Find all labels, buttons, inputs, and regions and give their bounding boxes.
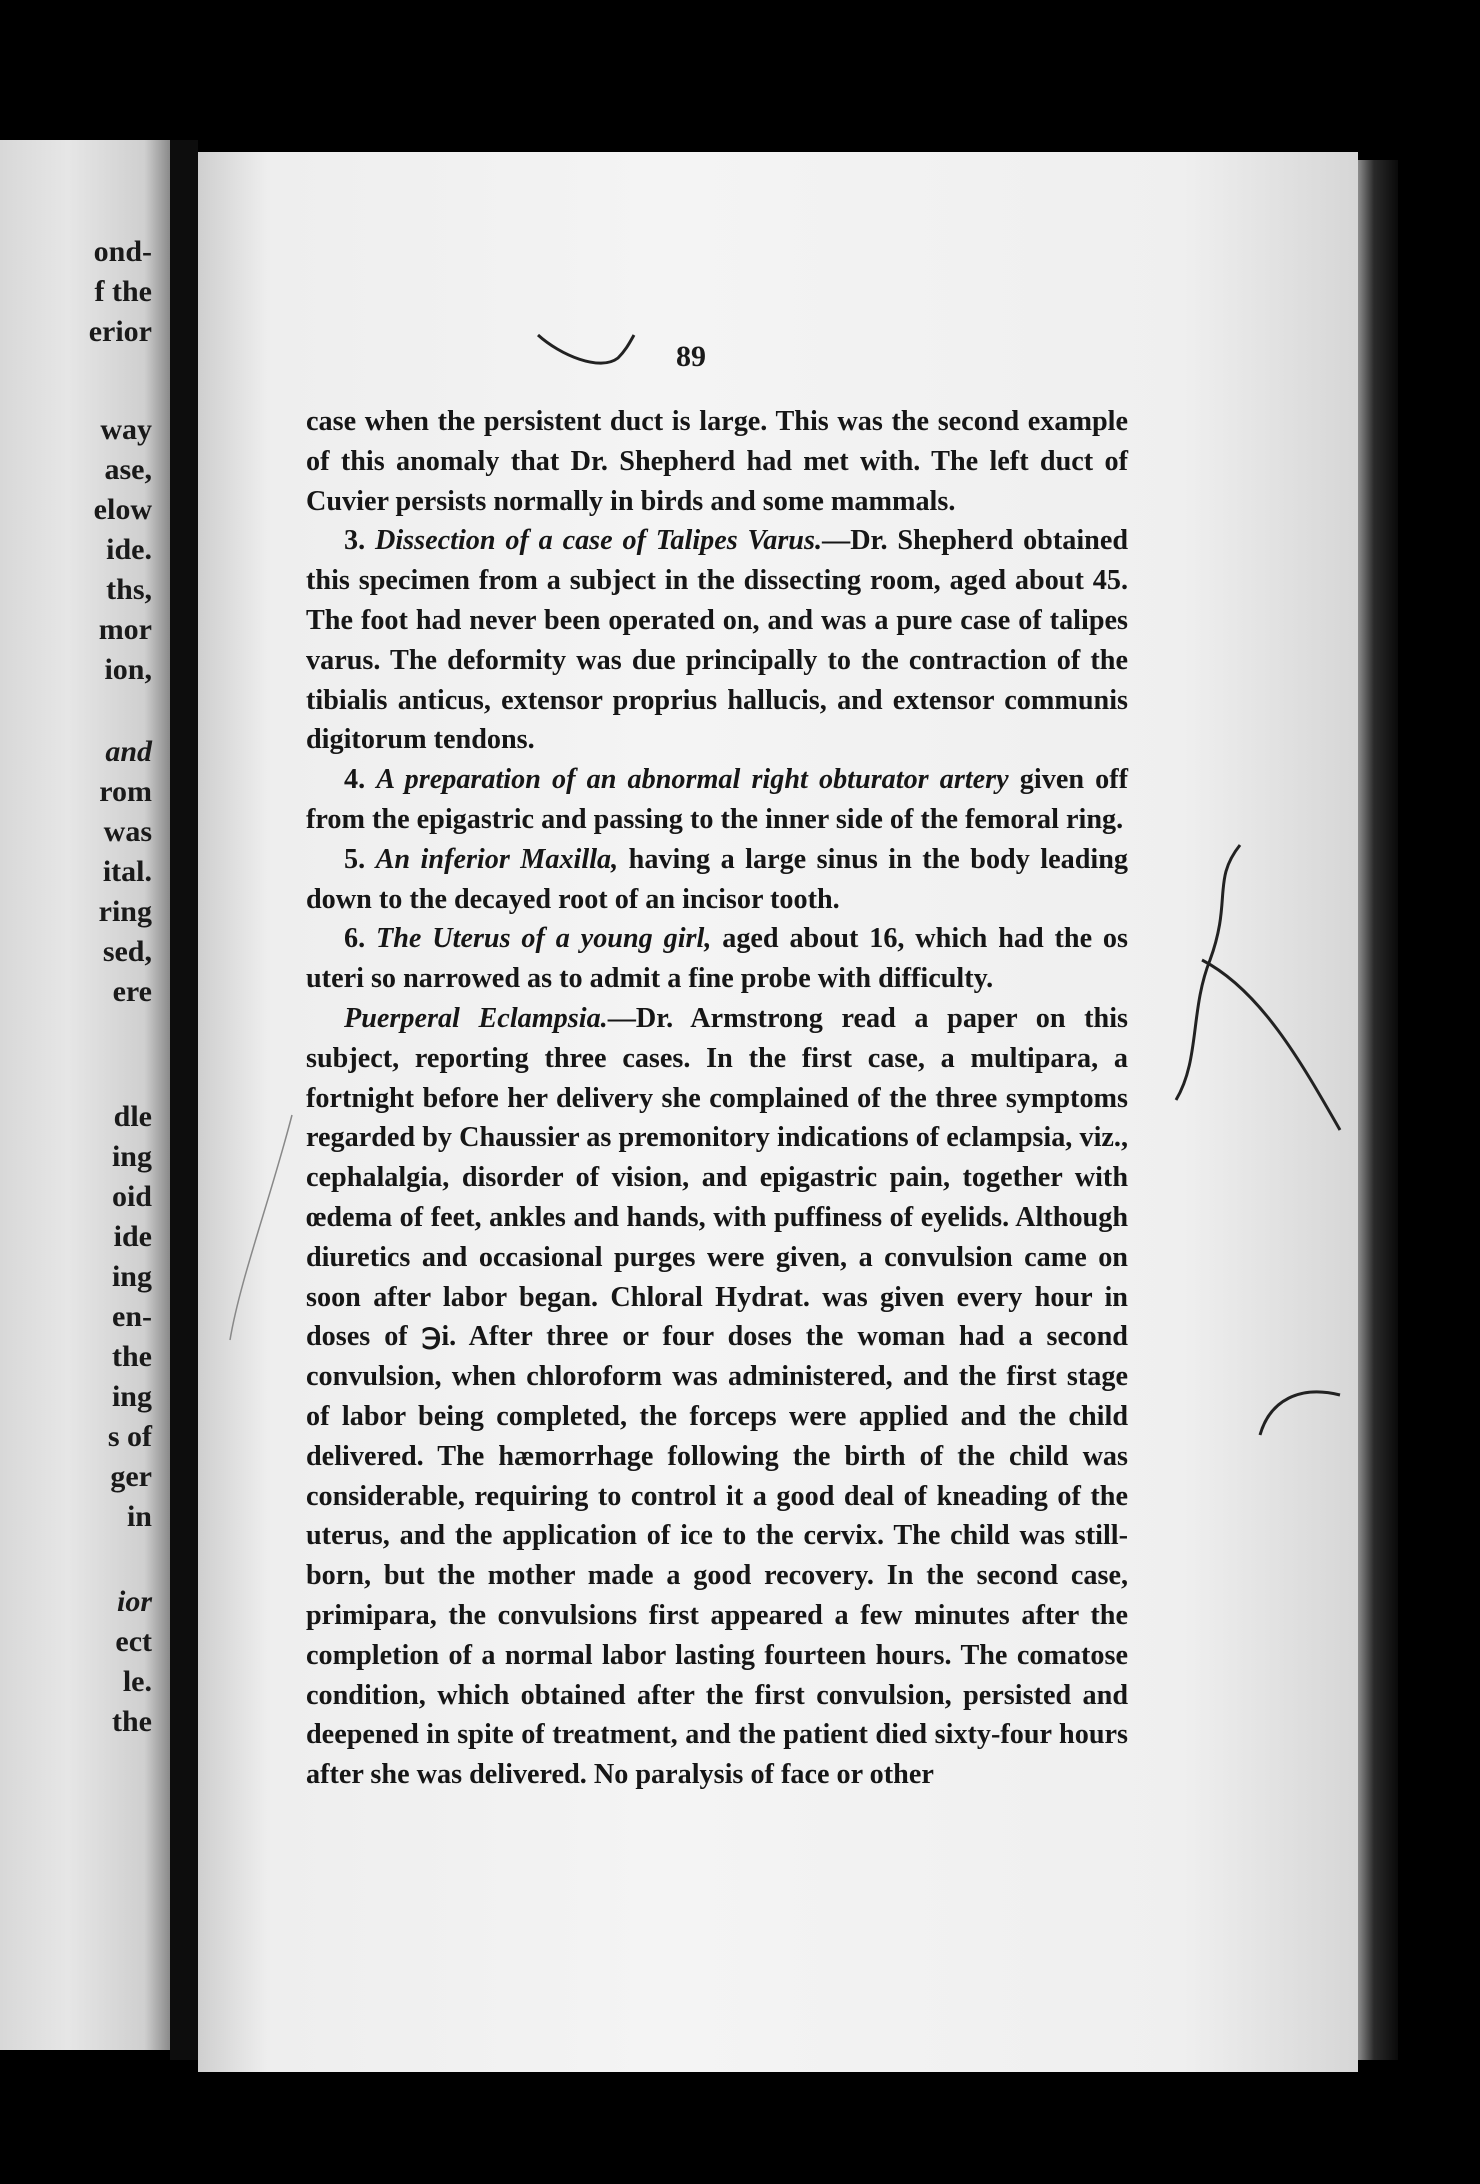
previous-page-fragment: rom (99, 775, 152, 808)
previous-page-fragment: ing (111, 1140, 152, 1173)
previous-page-fragment: ital. (102, 855, 152, 888)
previous-page-fragment: ths, (106, 573, 152, 606)
previous-page-fragment: ect (115, 1625, 152, 1658)
previous-page-fragment: ond- (93, 235, 152, 268)
previous-page-fragment: ion, (104, 653, 152, 686)
previous-page-margin (0, 140, 170, 2050)
previous-page-fragment: ide. (106, 533, 152, 566)
paragraph-title: An inferior Maxilla, (375, 843, 619, 875)
paragraph-body: —Dr. Shepherd obtained this specimen from a subject in the dissecting room, aged about 45. The foot had never been operated on, and was a pure case of talipes varus. The deformity was due principally to the contraction of the tibialis anticus, extensor proprius hallucis, and extensor communis digitorum tendons. (306, 525, 1129, 756)
previous-page-fragment: ring (98, 895, 152, 928)
previous-page-fragment: ger (110, 1460, 152, 1493)
previous-page-fragment: the (112, 1705, 152, 1738)
paragraph-lead: 6. (344, 923, 376, 955)
previous-page-fragment: ide (113, 1220, 152, 1253)
book-gutter (170, 140, 198, 2060)
previous-page-fragment: ase, (104, 453, 152, 486)
page-number: 89 (676, 340, 706, 373)
paragraph-title: The Uterus of a young girl, (376, 923, 712, 955)
previous-page-fragment: ing (111, 1260, 152, 1293)
previous-page-fragment: oid (111, 1180, 152, 1213)
previous-page-fragment: ing (111, 1380, 152, 1413)
paragraph-title: Dissection of a case of Talipes Varus. (374, 525, 822, 557)
body-text (306, 402, 1128, 1795)
previous-page-fragment: le. (122, 1665, 152, 1698)
previous-page-fragment: way (100, 413, 152, 446)
paragraph-continuation (306, 402, 1128, 521)
previous-page-fragment: dle (113, 1100, 152, 1133)
paragraph-title: Puerperal Eclampsia. (344, 1002, 608, 1034)
previous-page-fragment: s of (107, 1420, 152, 1453)
previous-page-fragment: f the (94, 275, 152, 308)
paragraph-item-5 (306, 840, 1128, 920)
previous-page-fragment: sed, (102, 935, 152, 968)
paragraph-body: aged about 16, which had the os uteri so narrowed as to admit a fine probe with difficulty. (306, 923, 1128, 995)
previous-page-fragment: elow (93, 493, 152, 526)
previous-page-fragment: ior (116, 1585, 152, 1618)
paragraph-lead: 3. (344, 525, 375, 557)
paragraph-lead: 4. (344, 764, 377, 796)
previous-page-fragment: ere (112, 975, 152, 1008)
previous-page-fragment: mor (98, 613, 152, 646)
previous-page-fragment: and (105, 735, 152, 768)
paragraph-body: given off from the epigastric and passing to the inner side of the femoral ring. (306, 764, 1129, 835)
paragraph-body: having a large sinus in the body leading down to the decayed root of an incisor tooth. (306, 843, 1128, 915)
paragraph-body: case when the persistent duct is large. This was the second example of this anomaly that Dr. Shepherd had met with. The left duct of Cuvier persists normally in birds and some mammals. (306, 406, 1128, 517)
paragraph-body: —Dr. Armstrong read a paper on this subject, reporting three cases. In the first case, a multipara, a fortnight before her delivery she complained of the three symptoms regarded by Chaussier as premonitory indications of eclampsia, viz., cephalalgia, disorder of vision, and epigastric pain, together with œdema of feet, ankles and hands, with puffiness of eyelids. Although diuretics and occasional purges were given, a convulsion came on soon after labor began. Chloral Hydrat. was given every hour in doses of ℈i. After three or four doses the woman had a second convulsion, when chloroform was administered, and the first stage of labor being completed, the forceps were applied and the child delivered. The hæmorrhage following the birth of the child was considerable, requiring to control it a good deal of kneading of the uterus, and the application of ice to the cervix. The child was still-born, but the mother made a good recovery. In the second case, primipara, the convulsions first appeared a few minutes after the completion of a normal labor lasting fourteen hours. The comatose condition, which obtained after the first convulsion, persisted and deepened in spite of treatment, and the patient died sixty-four hours after she was delivered. No paralysis of face or other (306, 1002, 1129, 1791)
previous-page-fragment: the (112, 1340, 152, 1373)
paragraph-title: A preparation of an abnormal right obturator artery (376, 764, 1009, 796)
paragraph-puerperal-eclampsia (306, 999, 1128, 1795)
previous-page-fragment: was (103, 815, 152, 848)
previous-page-fragment: erior (88, 315, 152, 348)
paragraph-item-3 (306, 521, 1128, 760)
paragraph-item-4 (306, 760, 1128, 840)
previous-page-fragment: en- (112, 1300, 152, 1333)
page-edge-shadow (1358, 160, 1398, 2060)
paragraph-lead: 5. (344, 843, 376, 875)
paragraph-item-6 (306, 919, 1128, 999)
previous-page-fragment: in (126, 1500, 152, 1533)
